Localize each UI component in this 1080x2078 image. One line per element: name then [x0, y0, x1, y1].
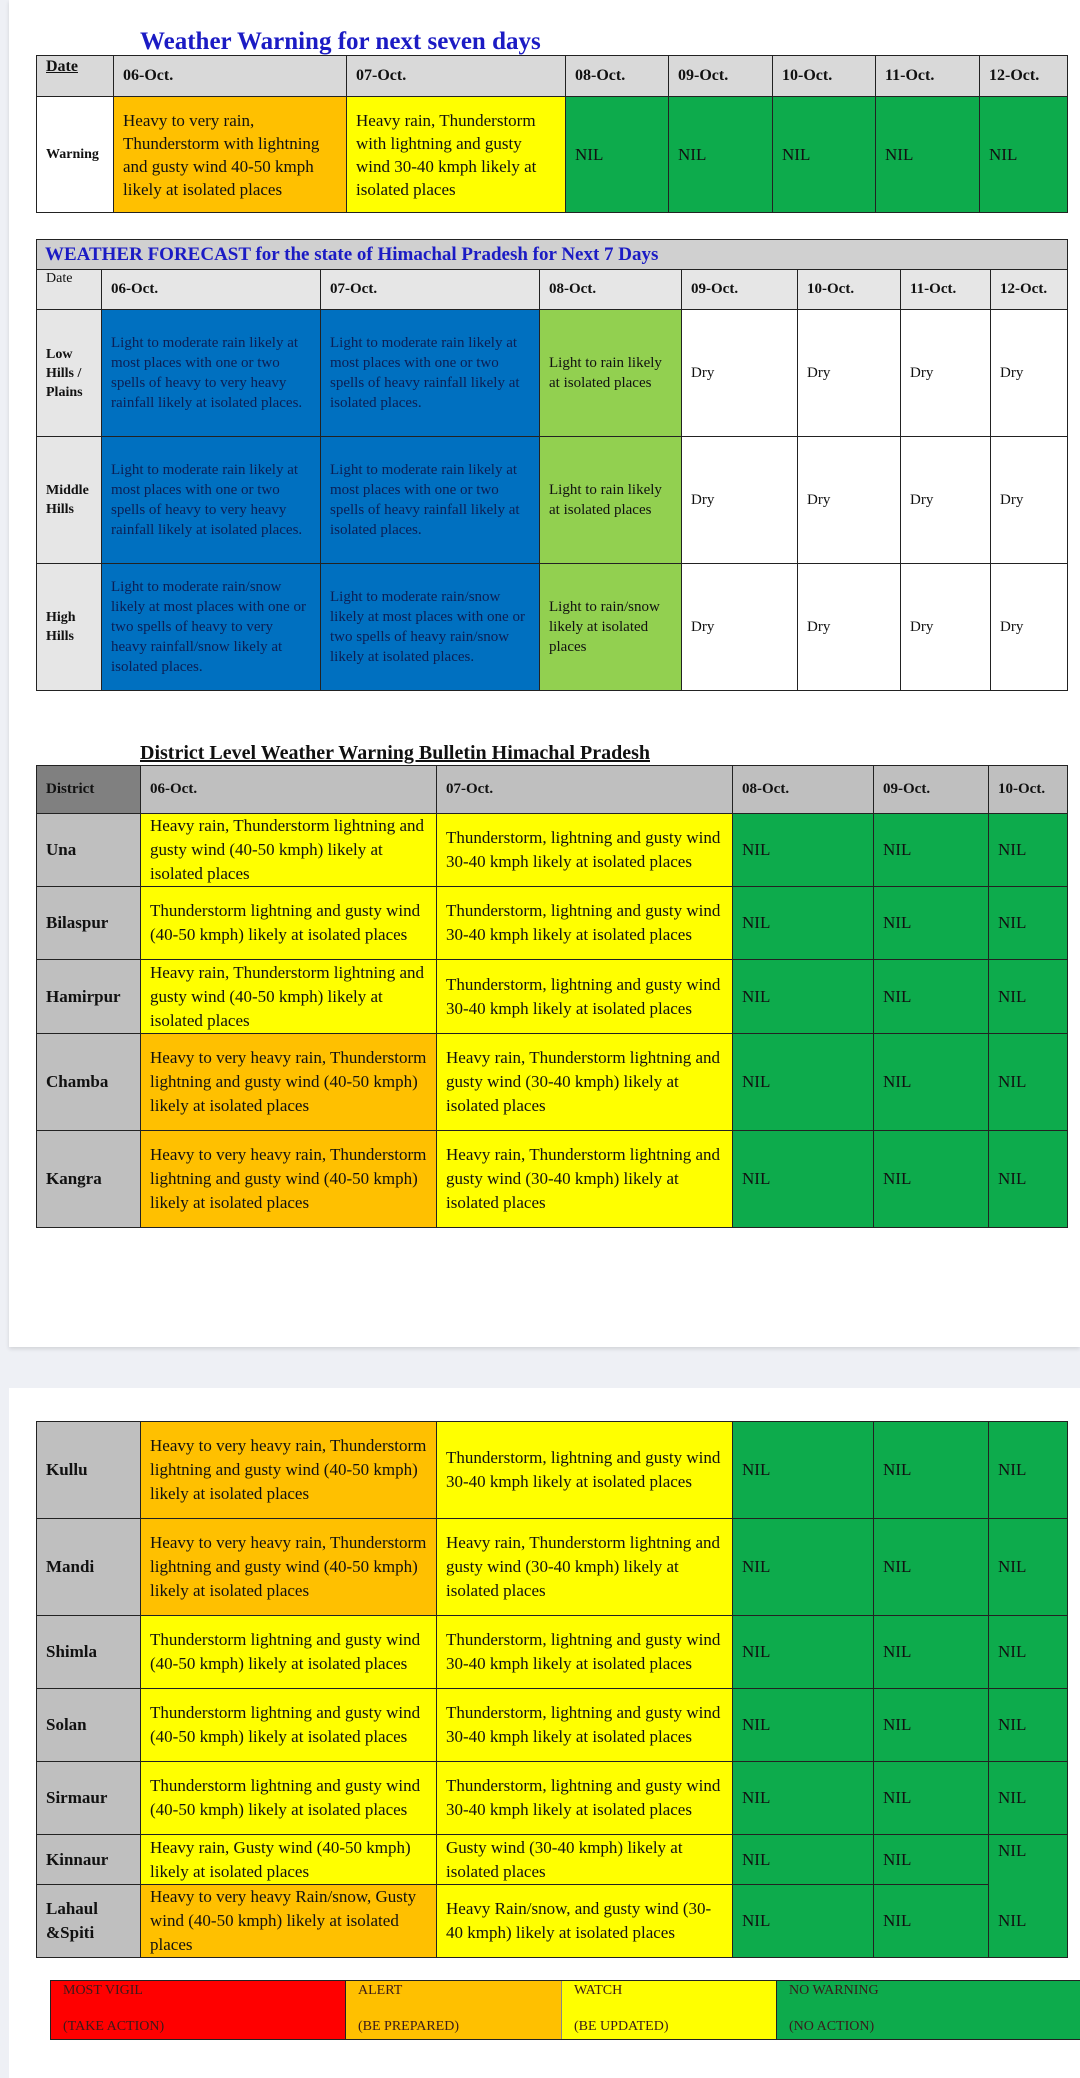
district-table-title: District Level Weather Warning Bulletin Himachal Pradesh — [140, 742, 650, 764]
legend-no-warning — [776, 1981, 1080, 2039]
district-name: Solan — [37, 1689, 141, 1762]
forecast-cell: Light to rain likely at isolated places — [540, 437, 682, 564]
date-column-header: 06-Oct. — [141, 766, 437, 814]
warning-table-title: Weather Warning for next seven days — [140, 28, 541, 55]
warning-row-label: Warning — [37, 97, 114, 213]
forecast-cell: Dry — [682, 437, 798, 564]
district-row — [37, 887, 1068, 960]
region-label: Middle Hills — [37, 437, 102, 564]
date-column-header: 08-Oct. — [540, 270, 682, 310]
forecast-header-row — [37, 270, 1068, 310]
district-nil-cell: NIL — [874, 1885, 989, 1958]
forecast-cell: Light to moderate rain likely at most places with one or two spells of heavy to very heavy rainfall likely at isolated places. — [102, 310, 321, 437]
forecast-title-row — [37, 240, 1068, 270]
district-warning-cell: Thunderstorm, lightning and gusty wind 30-40 kmph likely at isolated places — [437, 1616, 733, 1689]
district-nil-cell: NIL — [989, 814, 1068, 887]
district-name: Sirmaur — [37, 1762, 141, 1835]
date-column-header: 12-Oct. — [991, 270, 1068, 310]
district-table — [36, 765, 1068, 1228]
date-column-header: 11-Oct. — [876, 56, 980, 97]
legend-action: (BE UPDATED) — [574, 2019, 669, 2034]
district-name: Kinnaur — [37, 1835, 141, 1885]
district-nil-cell: NIL — [989, 1131, 1068, 1228]
district-warning-cell: Thunderstorm, lightning and gusty wind 30-40 kmph likely at isolated places — [437, 1422, 733, 1519]
date-column-header: 08-Oct. — [733, 766, 874, 814]
district-warning-cell: Thunderstorm, lightning and gusty wind 30-40 kmph likely at isolated places — [437, 1762, 733, 1835]
district-nil-cell: NIL — [733, 1835, 874, 1885]
warning-row — [37, 97, 1068, 213]
district-warning-cell: Thunderstorm, lightning and gusty wind 30-40 kmph likely at isolated places — [437, 814, 733, 887]
date-column-header: 09-Oct. — [682, 270, 798, 310]
district-row — [37, 1616, 1068, 1689]
date-column-header: 06-Oct. — [114, 56, 347, 97]
forecast-cell: Light to moderate rain/snow likely at most places with one or two spells of heavy to very heavy rainfall/snow likely at isolated places. — [102, 564, 321, 691]
district-warning-cell: Heavy rain, Thunderstorm lightning and gusty wind (40-50 kmph) likely at isolated places — [141, 814, 437, 887]
district-nil-cell: NIL — [733, 1885, 874, 1958]
district-row — [37, 1835, 1068, 1885]
forecast-cell: Light to moderate rain likely at most places with one or two spells of heavy rainfall likely at isolated places. — [321, 310, 540, 437]
district-nil-cell: NIL — [874, 1422, 989, 1519]
forecast-cell: Light to rain/snow likely at isolated places — [540, 564, 682, 691]
forecast-row — [37, 310, 1068, 437]
forecast-row — [37, 437, 1068, 564]
warning-cell: NIL — [566, 97, 669, 213]
district-warning-cell: Heavy rain, Thunderstorm lightning and gusty wind (30-40 kmph) likely at isolated places — [437, 1131, 733, 1228]
district-row — [37, 1689, 1068, 1762]
district-nil-cell: NIL — [874, 1034, 989, 1131]
date-column-header: 09-Oct. — [874, 766, 989, 814]
forecast-cell: Dry — [798, 310, 901, 437]
district-warning-cell: Thunderstorm lightning and gusty wind (40-50 kmph) likely at isolated places — [141, 1762, 437, 1835]
district-warning-cell: Thunderstorm, lightning and gusty wind 30-40 kmph likely at isolated places — [437, 1689, 733, 1762]
district-name: Chamba — [37, 1034, 141, 1131]
district-nil-cell: NIL — [989, 960, 1068, 1034]
district-nil-cell: NIL — [733, 1422, 874, 1519]
date-header: Date — [37, 270, 102, 310]
forecast-cell: Dry — [991, 564, 1068, 691]
date-header: Date — [37, 56, 114, 97]
forecast-cell: Dry — [901, 437, 991, 564]
legend-label: ALERT — [358, 1983, 403, 1998]
forecast-cell: Light to rain likely at isolated places — [540, 310, 682, 437]
district-warning-cell: Heavy to very heavy rain, Thunderstorm lightning and gusty wind (40-50 kmph) likely at isolated places — [141, 1519, 437, 1616]
date-column-header: 10-Oct. — [773, 56, 876, 97]
legend-label: NO WARNING — [789, 1983, 879, 1998]
forecast-cell: Dry — [901, 564, 991, 691]
forecast-cell: Light to moderate rain/snow likely at most places with one or two spells of heavy rain/snow likely at isolated places. — [321, 564, 540, 691]
district-nil-cell: NIL — [989, 1885, 1068, 1958]
date-column-header: 07-Oct. — [321, 270, 540, 310]
district-nil-cell: NIL — [874, 887, 989, 960]
district-nil-cell: NIL — [874, 1519, 989, 1616]
district-nil-cell: NIL — [874, 960, 989, 1034]
district-name: Hamirpur — [37, 960, 141, 1034]
forecast-cell: Dry — [682, 310, 798, 437]
district-nil-cell: NIL — [733, 1689, 874, 1762]
date-column-header: 06-Oct. — [102, 270, 321, 310]
warning-cell: NIL — [669, 97, 773, 213]
legend-label: MOST VIGIL — [63, 1983, 143, 1998]
district-warning-cell: Thunderstorm lightning and gusty wind (40-50 kmph) likely at isolated places — [141, 1616, 437, 1689]
warning-cell: Heavy rain, Thunderstorm with lightning and gusty wind 30-40 kmph likely at isolated places — [347, 97, 566, 213]
legend-action: (BE PREPARED) — [358, 2019, 460, 2034]
forecast-cell: Dry — [991, 437, 1068, 564]
district-nil-cell: NIL — [874, 1131, 989, 1228]
region-label: High Hills — [37, 564, 102, 691]
district-nil-cell: NIL — [989, 1835, 1068, 1885]
district-nil-cell: NIL — [733, 1616, 874, 1689]
color-legend — [50, 1980, 1080, 2040]
district-table-continued — [36, 1421, 1068, 1958]
forecast-cell: Dry — [798, 437, 901, 564]
district-nil-cell: NIL — [733, 960, 874, 1034]
date-column-header: 10-Oct. — [798, 270, 901, 310]
forecast-row — [37, 564, 1068, 691]
district-row — [37, 1762, 1068, 1835]
district-nil-cell: NIL — [989, 1616, 1068, 1689]
district-warning-cell: Thunderstorm, lightning and gusty wind 30-40 kmph likely at isolated places — [437, 960, 733, 1034]
district-row — [37, 1034, 1068, 1131]
forecast-cell: Dry — [901, 310, 991, 437]
district-warning-cell: Heavy to very heavy rain, Thunderstorm lightning and gusty wind (40-50 kmph) likely at isolated places — [141, 1131, 437, 1228]
district-warning-cell: Heavy rain, Thunderstorm lightning and gusty wind (40-50 kmph) likely at isolated places — [141, 960, 437, 1034]
district-warning-cell: Thunderstorm lightning and gusty wind (40-50 kmph) likely at isolated places — [141, 1689, 437, 1762]
legend-alert — [346, 1981, 561, 2039]
warning-cell: NIL — [980, 97, 1068, 213]
district-nil-cell: NIL — [733, 814, 874, 887]
district-row — [37, 1519, 1068, 1616]
legend-watch — [561, 1981, 776, 2039]
district-name: Kullu — [37, 1422, 141, 1519]
forecast-cell: Dry — [682, 564, 798, 691]
district-name: Lahaul &Spiti — [37, 1885, 141, 1958]
district-header: District — [37, 766, 141, 814]
forecast-table — [36, 239, 1068, 691]
district-warning-cell: Heavy to very heavy Rain/snow, Gusty wind (40-50 kmph) likely at isolated places — [141, 1885, 437, 1958]
district-nil-cell: NIL — [989, 1034, 1068, 1131]
district-nil-cell: NIL — [989, 1689, 1068, 1762]
warning-header-row — [37, 56, 1068, 97]
district-nil-cell: NIL — [874, 1616, 989, 1689]
district-row — [37, 1422, 1068, 1519]
warning-cell: NIL — [773, 97, 876, 213]
district-row — [37, 814, 1068, 887]
district-nil-cell: NIL — [874, 1835, 989, 1885]
date-column-header: 11-Oct. — [901, 270, 991, 310]
date-column-header: 12-Oct. — [980, 56, 1068, 97]
forecast-cell: Dry — [991, 310, 1068, 437]
district-warning-cell: Heavy rain, Gusty wind (40-50 kmph) likely at isolated places — [141, 1835, 437, 1885]
district-warning-cell: Heavy to very heavy rain, Thunderstorm lightning and gusty wind (40-50 kmph) likely at isolated places — [141, 1422, 437, 1519]
district-row — [37, 1131, 1068, 1228]
district-nil-cell: NIL — [733, 887, 874, 960]
district-name: Bilaspur — [37, 887, 141, 960]
district-nil-cell: NIL — [874, 1762, 989, 1835]
district-warning-cell: Heavy to very heavy rain, Thunderstorm lightning and gusty wind (40-50 kmph) likely at isolated places — [141, 1034, 437, 1131]
district-warning-cell: Heavy rain, Thunderstorm lightning and gusty wind (30-40 kmph) likely at isolated places — [437, 1034, 733, 1131]
date-column-header: 07-Oct. — [437, 766, 733, 814]
district-header-row — [37, 766, 1068, 814]
district-nil-cell: NIL — [989, 1519, 1068, 1616]
district-row — [37, 960, 1068, 1034]
district-warning-cell: Heavy rain, Thunderstorm lightning and gusty wind (30-40 kmph) likely at isolated places — [437, 1519, 733, 1616]
forecast-cell: Dry — [798, 564, 901, 691]
district-warning-cell: Gusty wind (30-40 kmph) likely at isolated places — [437, 1835, 733, 1885]
district-name: Shimla — [37, 1616, 141, 1689]
district-nil-cell: NIL — [733, 1131, 874, 1228]
legend-most-vigil — [51, 1981, 346, 2039]
date-column-header: 07-Oct. — [347, 56, 566, 97]
district-nil-cell: NIL — [989, 1422, 1068, 1519]
district-name: Una — [37, 814, 141, 887]
warning-cell: NIL — [876, 97, 980, 213]
forecast-cell: Light to moderate rain likely at most places with one or two spells of heavy rainfall likely at isolated places. — [321, 437, 540, 564]
district-row — [37, 1885, 1068, 1958]
forecast-cell: Light to moderate rain likely at most places with one or two spells of heavy to very heavy rainfall likely at isolated places. — [102, 437, 321, 564]
warning-cell: Heavy to very rain, Thunderstorm with lightning and gusty wind 40-50 kmph likely at isolated places — [114, 97, 347, 213]
district-nil-cell: NIL — [989, 1762, 1068, 1835]
forecast-table-title: WEATHER FORECAST for the state of Himachal Pradesh for Next 7 Days — [37, 240, 1068, 270]
district-name: Mandi — [37, 1519, 141, 1616]
district-nil-cell: NIL — [989, 887, 1068, 960]
district-nil-cell: NIL — [733, 1034, 874, 1131]
district-warning-cell: Thunderstorm lightning and gusty wind (40-50 kmph) likely at isolated places — [141, 887, 437, 960]
warning-table — [36, 55, 1068, 213]
legend-label: WATCH — [574, 1983, 623, 1998]
district-nil-cell: NIL — [874, 1689, 989, 1762]
district-warning-cell: Thunderstorm, lightning and gusty wind 30-40 kmph likely at isolated places — [437, 887, 733, 960]
district-nil-cell: NIL — [733, 1519, 874, 1616]
date-column-header: 09-Oct. — [669, 56, 773, 97]
district-warning-cell: Heavy Rain/snow, and gusty wind (30-40 kmph) likely at isolated places — [437, 1885, 733, 1958]
district-nil-cell: NIL — [733, 1762, 874, 1835]
date-column-header: 10-Oct. — [989, 766, 1068, 814]
legend-action: (TAKE ACTION) — [63, 2019, 165, 2034]
date-column-header: 08-Oct. — [566, 56, 669, 97]
district-name: Kangra — [37, 1131, 141, 1228]
region-label: Low Hills / Plains — [37, 310, 102, 437]
legend-action: (NO ACTION) — [789, 2019, 875, 2034]
district-nil-cell: NIL — [874, 814, 989, 887]
